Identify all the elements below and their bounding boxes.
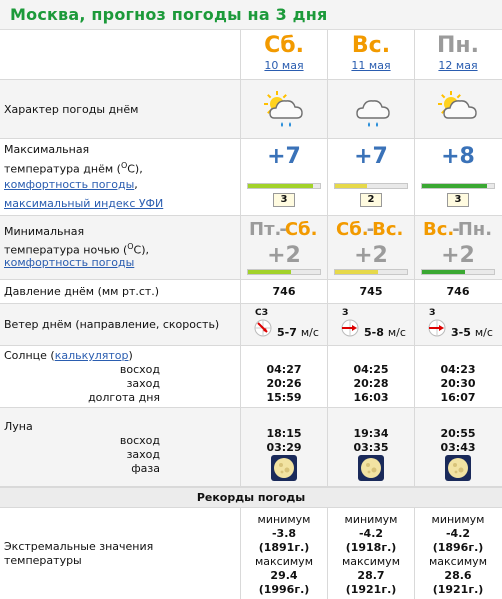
night-pair-dash: - [366,219,375,240]
pressure-value: 746 [272,285,296,298]
uvi-badge: 3 [273,193,295,207]
label-comfort: комфортность погоды, [4,178,138,191]
night-pair-right: Вс. [372,219,404,240]
tmax-value: +7 [267,144,301,169]
label-extreme-2: температуры [4,554,82,567]
night-pair-right: Пн. [457,219,493,240]
label-moon: Луна [4,420,33,433]
wind-direction: З [342,308,349,318]
sunset-value: 20:30 [440,377,476,390]
daylength-value: 16:03 [353,391,389,404]
wind-speed-value: 5-8 [364,326,384,339]
moonset-value: 03:43 [440,441,476,454]
record-max-year: (1921г.) [432,583,484,596]
record-max-year: (1921г.) [345,583,397,596]
day-name: Пн. [437,33,479,58]
moonset-value: 03:29 [266,441,302,454]
day-name: Вс. [351,33,391,58]
label-daylength: долгота дня [88,391,160,404]
records-heading: Рекорды погоды [0,487,502,508]
tmax-value: +7 [354,144,388,169]
moonset-value: 03:35 [353,441,389,454]
record-min-value: -3.8 [271,527,297,540]
cloud-rain-icon [260,88,308,132]
label-uvi [4,197,163,211]
night-comfort-bar-fill [335,270,378,274]
pressure-value: 745 [359,285,383,298]
page-title: Москва, прогноз погоды на 3 дня [10,5,328,24]
label-sunset: заход [126,377,160,390]
night-pair-label [423,220,492,240]
day-header [241,33,327,72]
record-max-label: максимум [255,555,313,568]
record-max-label: максимум [342,555,400,568]
uvi-badge: 3 [447,193,469,207]
label-moonset: заход [126,448,160,461]
record-max-label: максимум [429,555,487,568]
label-sun: Солнце (калькулятор) [4,349,133,362]
day-date-link[interactable]: 12 мая [438,59,478,72]
night-comfort-bar-fill [422,270,465,274]
record-max-value: 29.4 [270,569,298,582]
label-tmin-1: Минимальная [4,225,85,238]
wind-speed-value: 3-5 [451,326,471,339]
wind-arrow-icon [338,316,362,340]
label-sunrise: восход [119,363,160,376]
record-min-label: минимум [344,513,398,526]
record-min-label: минимум [257,513,311,526]
day-header [415,33,501,72]
day-name: Сб. [264,33,304,58]
night-pair-label [249,220,317,240]
wind-speed-unit: м/с [387,326,406,339]
moon-phase-icon [271,455,297,481]
tmax-value: +8 [441,144,475,169]
wind-speed [277,326,319,340]
label-tmax-1: Максимальная [4,143,90,156]
record-max-value: 28.6 [444,569,472,582]
night-comfort-bar [421,269,495,275]
cloud-rain-icon [434,88,482,132]
daylength-value: 16:07 [440,391,476,404]
night-comfort-bar [247,269,321,275]
label-pressure: Давление днём (мм рт.ст.) [4,285,160,298]
comfort-bar-fill [335,184,367,188]
wind-speed-unit: м/с [474,326,493,339]
wind-speed [364,326,406,340]
label-weather-day: Характер погоды днём [4,103,139,116]
night-pair-left: Вс. [423,219,455,240]
sunrise-value: 04:27 [266,363,302,376]
day-date-link[interactable]: 10 мая [264,59,304,72]
sunset-value: 20:28 [353,377,389,390]
tmin-value: +2 [267,243,301,268]
night-pair-label [336,220,403,240]
day-header [328,33,414,72]
title-bar [0,0,502,30]
daylength-value: 15:59 [266,391,302,404]
night-comfort-bar-fill [248,270,291,274]
cloud-rain-icon [347,88,395,132]
sunrise-value: 04:23 [440,363,476,376]
pressure-value: 746 [446,285,470,298]
record-min-year: (1891г.) [258,541,310,554]
record-min-label: минимум [431,513,485,526]
comfort-bar [421,183,495,189]
sunset-value: 20:26 [266,377,302,390]
tmin-value: +2 [441,243,475,268]
uvi-badge: 2 [360,193,382,207]
night-pair-left: Пт. [249,219,282,240]
night-pair-dash: - [452,219,460,240]
comfort-night-link[interactable]: комфортность погоды [4,256,135,269]
wind-direction: З [429,308,436,318]
moonrise-value: 18:15 [266,427,302,440]
record-min-value: -4.2 [358,527,384,540]
night-pair-dash: - [279,219,287,240]
label-extreme-1: Экстремальные значения [4,540,154,553]
moon-phase-icon [445,455,471,481]
comfort-bar [247,183,321,189]
moon-phase-icon [358,455,384,481]
wind-arrow-icon [251,316,275,340]
record-min-year: (1918г.) [345,541,397,554]
moonrise-value: 20:55 [440,427,476,440]
record-max-year: (1996г.) [258,583,310,596]
comfort-bar [334,183,408,189]
moonrise-value: 19:34 [353,427,389,440]
label-tmin-2: температура ночью ($^O$C), [4,242,150,257]
wind-speed-unit: м/с [300,326,319,339]
comfort-link[interactable]: комфортность погоды [4,178,135,191]
tmin-value: +2 [354,243,388,268]
record-max-value: 28.7 [357,569,385,582]
label-wind: Ветер днём (направление, скорость) [4,318,220,331]
comfort-bar-fill [422,184,487,188]
label-tmax-2: температура днём ($^O$C), [4,161,143,176]
wind-speed-value: 5-7 [277,326,297,339]
record-min-year: (1896г.) [432,541,484,554]
label-phase: фаза [131,462,160,475]
uvi-link[interactable]: максимальный индекс УФИ [4,197,164,210]
record-min-value: -4.2 [445,527,471,540]
night-pair-left: Сб. [336,219,369,240]
label-moonrise: восход [119,434,160,447]
wind-speed [451,326,493,340]
comfort-bar-fill [248,184,313,188]
label-comfort-night [4,256,134,270]
night-pair-right: Сб. [284,219,318,240]
wind-direction: СЗ [255,308,268,318]
sunrise-value: 04:25 [353,363,389,376]
night-comfort-bar [334,269,408,275]
calculator-link[interactable]: калькулятор [54,349,129,362]
wind-arrow-icon [425,316,449,340]
day-date-link[interactable]: 11 мая [351,59,391,72]
